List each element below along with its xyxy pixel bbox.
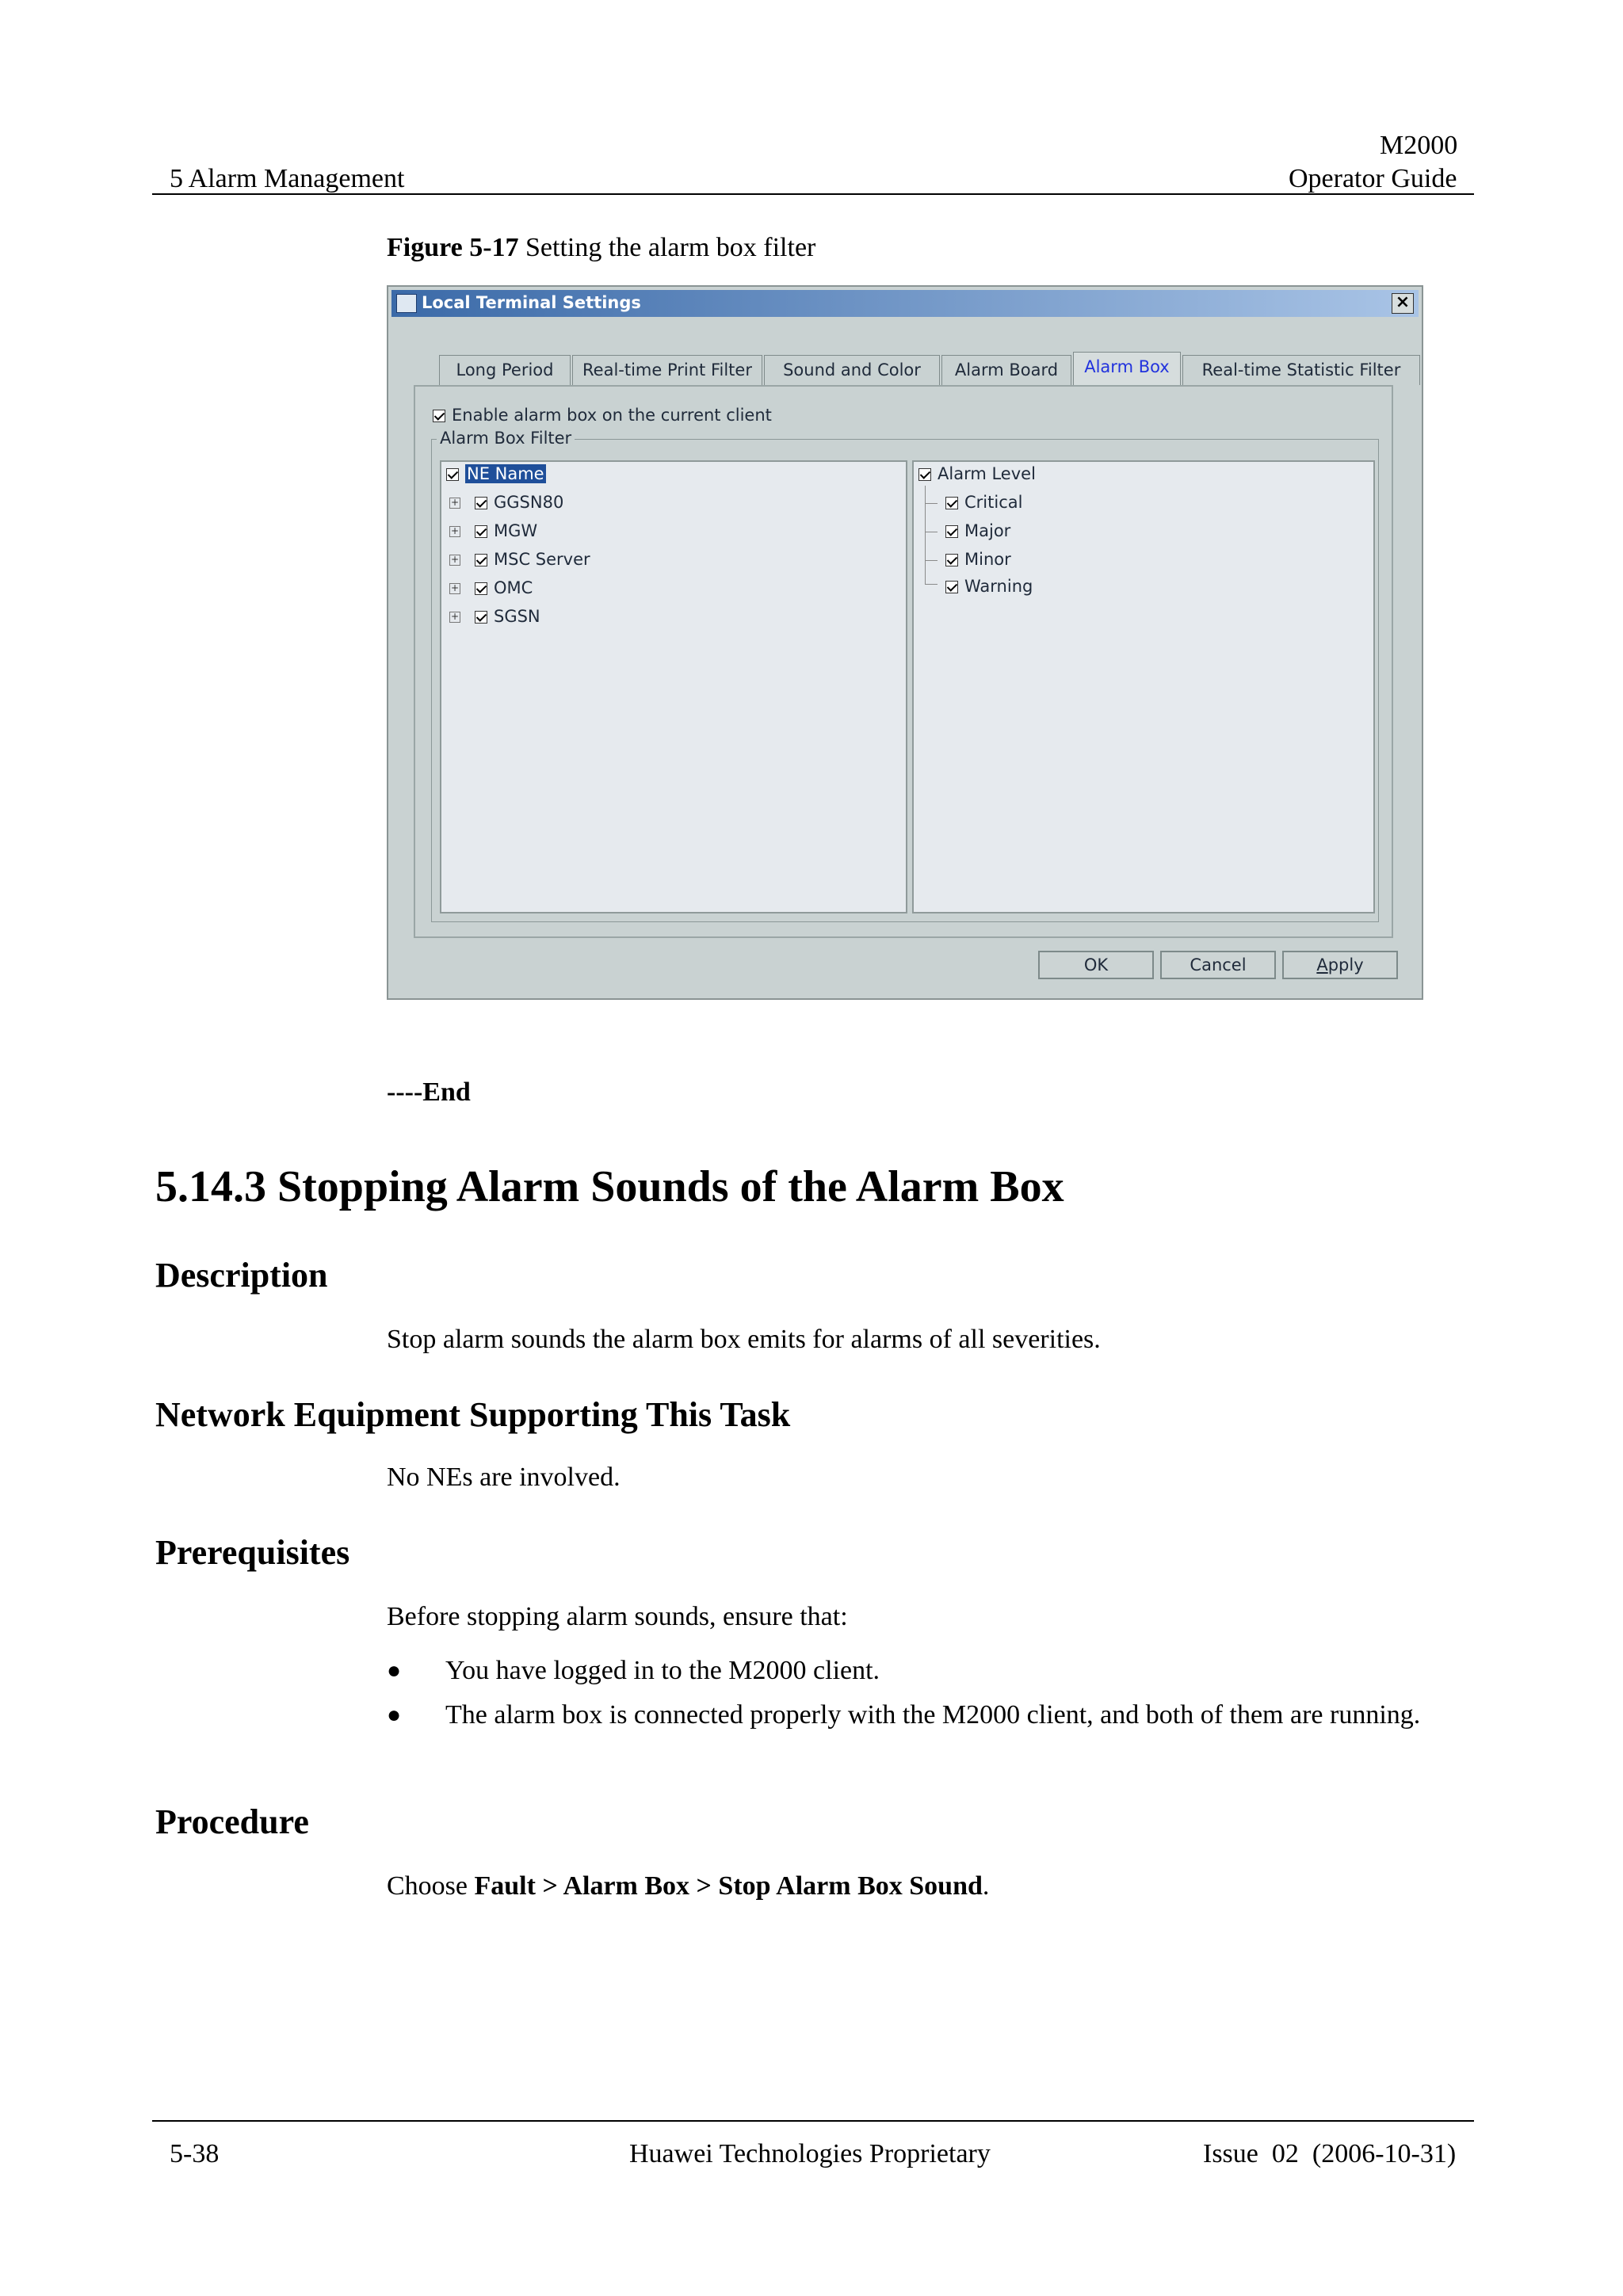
expand-icon[interactable]: + bbox=[450, 525, 460, 536]
app-icon bbox=[396, 294, 417, 313]
bullet-text: You have logged in to the M2000 client. bbox=[445, 1656, 880, 1685]
msc-server-checkbox[interactable] bbox=[475, 554, 487, 566]
ggsn80-label: GGSN80 bbox=[494, 493, 564, 512]
expand-icon[interactable]: + bbox=[450, 554, 460, 565]
footer-proprietary: Huawei Technologies Proprietary bbox=[629, 2139, 991, 2168]
header-rule bbox=[152, 193, 1474, 195]
ne-name-checkbox[interactable] bbox=[446, 468, 459, 481]
mgw-checkbox[interactable] bbox=[475, 525, 487, 538]
dialog-title: Local Terminal Settings bbox=[422, 293, 641, 312]
description-heading: Description bbox=[155, 1256, 328, 1295]
tab-long-period[interactable]: Long Period bbox=[439, 355, 571, 385]
omc-label: OMC bbox=[494, 578, 533, 597]
procedure-choose: Choose bbox=[387, 1871, 475, 1901]
network-heading: Network Equipment Supporting This Task bbox=[155, 1395, 791, 1434]
tree-connector bbox=[925, 486, 926, 584]
warning-checkbox[interactable] bbox=[945, 581, 958, 593]
tab-sound-and-color[interactable]: Sound and Color bbox=[764, 355, 940, 385]
alarm-level-root[interactable] bbox=[918, 462, 1036, 486]
expand-icon[interactable]: + bbox=[450, 611, 460, 622]
tab-alarm-board[interactable]: Alarm Board bbox=[941, 355, 1071, 385]
footer-issue: Issue 02 (2006-10-31) bbox=[1203, 2139, 1457, 2168]
minor-label: Minor bbox=[964, 550, 1011, 569]
enable-alarm-box-label: Enable alarm box on the current client bbox=[452, 406, 772, 425]
procedure-text bbox=[387, 1870, 989, 1903]
critical-checkbox[interactable] bbox=[945, 497, 958, 509]
header-chapter: 5 Alarm Management bbox=[170, 164, 405, 193]
warning-label: Warning bbox=[964, 577, 1033, 596]
tab-alarm-box[interactable]: Alarm Box bbox=[1073, 352, 1181, 385]
level-warning[interactable] bbox=[945, 574, 1033, 598]
major-label: Major bbox=[964, 521, 1011, 540]
section-title: 5.14.3 Stopping Alarm Sounds of the Alarm Box bbox=[155, 1162, 1064, 1211]
figure-label: Figure 5-17 bbox=[387, 233, 519, 262]
sgsn-label: SGSN bbox=[494, 607, 540, 626]
bullet-text: The alarm box is connected properly with the M2000 client, and both of them are running. bbox=[445, 1700, 1421, 1730]
alarm-level-label: Alarm Level bbox=[938, 464, 1036, 483]
level-major[interactable] bbox=[945, 519, 1010, 543]
alarm-box-tab-panel bbox=[414, 385, 1393, 938]
cancel-button[interactable]: Cancel bbox=[1160, 951, 1276, 979]
apply-button[interactable] bbox=[1282, 951, 1398, 979]
ok-button[interactable]: OK bbox=[1038, 951, 1154, 979]
tree-connector bbox=[925, 503, 938, 504]
prerequisites-intro: Before stopping alarm sounds, ensure that: bbox=[387, 1602, 848, 1631]
procedure-menu-path: Fault > Alarm Box > Stop Alarm Box Sound bbox=[474, 1871, 983, 1901]
tree-node-msc-server[interactable] bbox=[449, 547, 590, 571]
sgsn-checkbox[interactable] bbox=[475, 611, 487, 624]
mgw-label: MGW bbox=[494, 521, 538, 540]
alarm-level-checkbox[interactable] bbox=[918, 468, 931, 481]
tree-node-omc[interactable] bbox=[449, 576, 533, 600]
tree-node-mgw[interactable] bbox=[449, 519, 537, 543]
expand-icon[interactable]: + bbox=[450, 497, 460, 508]
ggsn80-checkbox[interactable] bbox=[475, 497, 487, 509]
major-checkbox[interactable] bbox=[945, 525, 958, 538]
prerequisites-heading: Prerequisites bbox=[155, 1533, 350, 1572]
tab-real-time-print-filter[interactable]: Real-time Print Filter bbox=[572, 355, 762, 385]
description-text: Stop alarm sounds the alarm box emits for alarms of all severities. bbox=[387, 1325, 1101, 1354]
dialog-titlebar bbox=[391, 290, 1419, 317]
alarm-box-filter-group bbox=[431, 429, 1379, 922]
alarm-box-filter-legend: Alarm Box Filter bbox=[437, 429, 575, 448]
bullet-icon: ● bbox=[387, 1702, 402, 1728]
end-marker: ----End bbox=[387, 1077, 471, 1107]
level-minor[interactable] bbox=[945, 547, 1011, 571]
close-icon[interactable]: × bbox=[1392, 293, 1414, 314]
header-product: M2000 bbox=[1380, 131, 1458, 160]
footer-rule bbox=[152, 2120, 1474, 2122]
local-terminal-settings-dialog bbox=[387, 285, 1423, 1000]
bullet-icon: ● bbox=[387, 1657, 402, 1684]
network-text: No NEs are involved. bbox=[387, 1463, 621, 1492]
tree-node-ggsn80[interactable] bbox=[449, 490, 563, 514]
ne-name-label: NE Name bbox=[467, 464, 544, 483]
level-critical[interactable] bbox=[945, 490, 1022, 514]
minor-checkbox[interactable] bbox=[945, 554, 958, 566]
expand-icon[interactable]: + bbox=[450, 582, 460, 593]
msc-server-label: MSC Server bbox=[494, 550, 590, 569]
figure-caption-text: Setting the alarm box filter bbox=[518, 233, 816, 262]
critical-label: Critical bbox=[964, 493, 1023, 512]
ne-name-root[interactable] bbox=[446, 462, 546, 486]
apply-label-rest: pply bbox=[1327, 955, 1364, 974]
procedure-period: . bbox=[982, 1871, 990, 1901]
enable-alarm-box-checkbox[interactable] bbox=[433, 410, 445, 422]
ne-name-tree[interactable] bbox=[440, 460, 907, 913]
tree-connector bbox=[925, 560, 938, 561]
tree-node-sgsn[interactable] bbox=[449, 605, 540, 628]
header-doc: Operator Guide bbox=[1289, 164, 1457, 193]
procedure-heading: Procedure bbox=[155, 1802, 309, 1841]
figure-caption bbox=[387, 233, 815, 263]
enable-alarm-box-option[interactable] bbox=[433, 406, 772, 425]
footer-page-number: 5-38 bbox=[170, 2139, 220, 2168]
tree-connector bbox=[925, 584, 938, 585]
omc-checkbox[interactable] bbox=[475, 582, 487, 595]
tab-real-time-statistic-filter[interactable]: Real-time Statistic Filter bbox=[1182, 355, 1420, 385]
alarm-level-tree[interactable] bbox=[912, 460, 1375, 913]
apply-mnemonic: A bbox=[1316, 955, 1328, 974]
